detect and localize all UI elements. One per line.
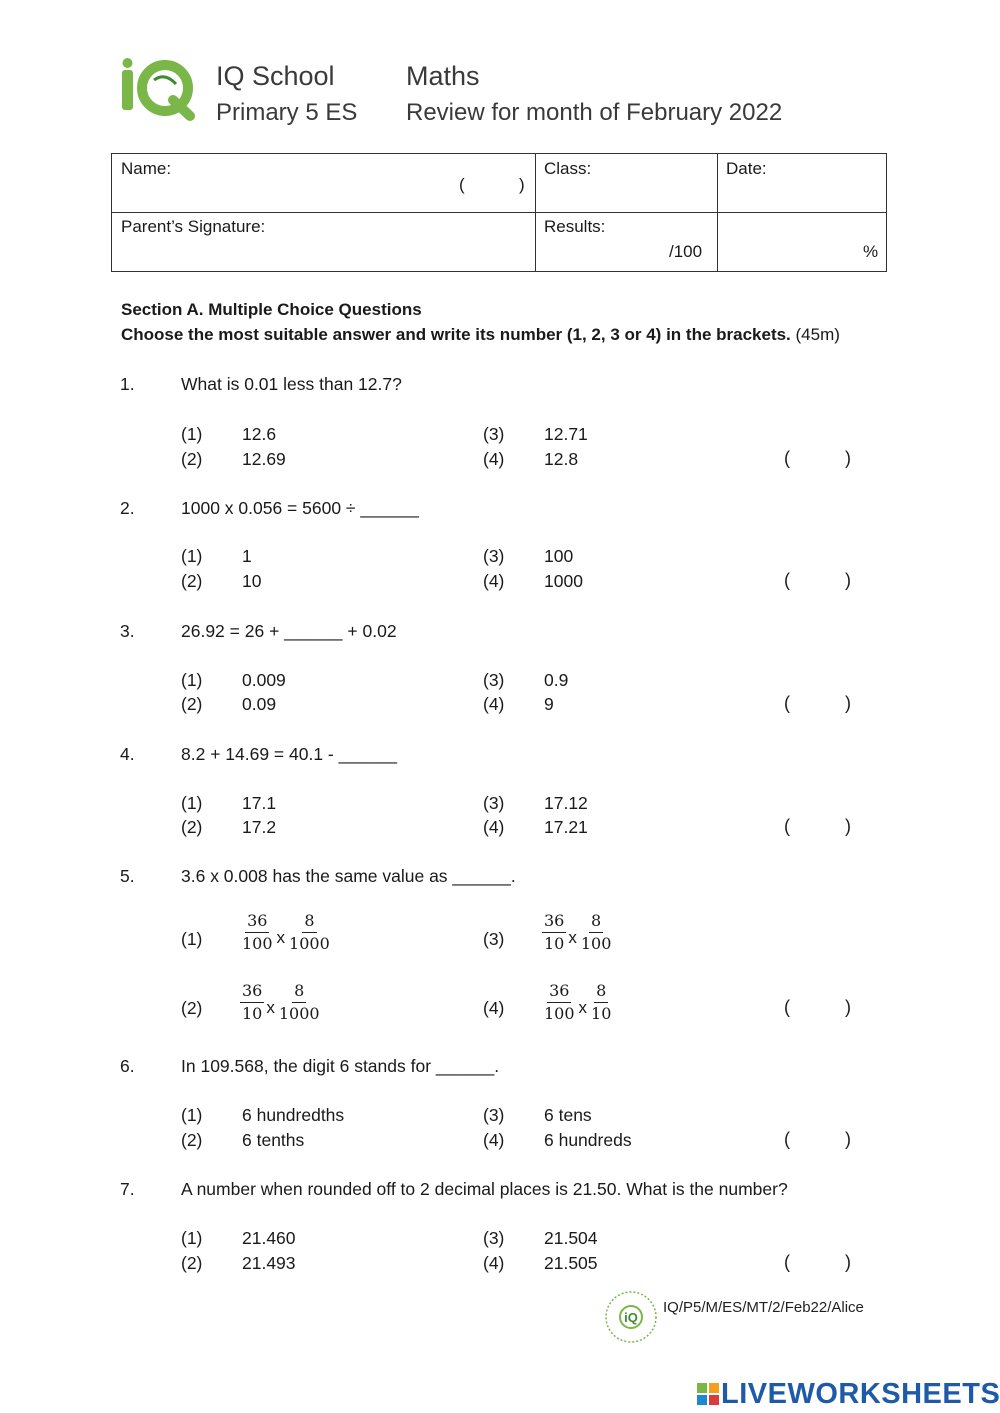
option-label-1: (1)	[181, 424, 203, 444]
option-4: 1000	[544, 571, 583, 591]
numerator: 36	[240, 983, 264, 1003]
question-number: 6.	[120, 1056, 135, 1076]
student-info-table	[111, 153, 887, 272]
numerator: 36	[547, 983, 571, 1003]
answer-bracket-close: )	[845, 570, 851, 590]
option-label-3: (3)	[483, 424, 505, 444]
question-text: In 109.568, the digit 6 stands for ______.	[181, 1056, 500, 1076]
numerator: 36	[542, 913, 566, 933]
option-label-2: (2)	[181, 449, 203, 469]
subject-title: Maths	[406, 61, 480, 91]
option-4-fraction	[542, 983, 613, 1022]
liveworksheets-logo-icon	[697, 1383, 719, 1405]
numerator: 36	[245, 913, 269, 933]
option-label-4: (4)	[483, 1253, 505, 1273]
denominator: 100	[544, 1004, 575, 1023]
denominator: 10	[242, 1004, 263, 1023]
section-title: Section A. Multiple Choice Questions	[121, 300, 422, 319]
question-number: 1.	[120, 374, 135, 394]
option-3: 21.504	[544, 1228, 598, 1248]
option-label-3: (3)	[483, 1228, 505, 1248]
option-label-1: (1)	[181, 929, 203, 949]
option-label-2: (2)	[181, 1253, 203, 1273]
option-2: 17.2	[242, 817, 277, 837]
option-3: 12.71	[544, 424, 588, 444]
question-text: 1000 x 0.056 = 5600 ÷ ______	[181, 498, 419, 518]
answer-bracket-open: (	[784, 448, 790, 468]
iq-logo-icon	[118, 56, 198, 122]
answer-bracket-close: )	[845, 816, 851, 836]
denominator: 10	[544, 934, 565, 953]
results-label: Results:	[544, 217, 606, 236]
question-text: A number when rounded off to 2 decimal places is 21.50. What is the number?	[181, 1179, 788, 1199]
class-label: Class:	[544, 159, 592, 178]
question-text: What is 0.01 less than 12.7?	[181, 374, 402, 394]
answer-bracket-close: )	[845, 997, 851, 1017]
register-number-close: )	[519, 175, 525, 194]
option-3-fraction	[542, 913, 613, 952]
answer-bracket-open: (	[784, 997, 790, 1017]
results-total: /100	[669, 242, 703, 261]
option-label-3: (3)	[483, 546, 505, 566]
option-label-2: (2)	[181, 998, 203, 1018]
option-label-4: (4)	[483, 1130, 505, 1150]
question-text: 8.2 + 14.69 = 40.1 - ______	[181, 744, 398, 764]
question-number: 3.	[120, 621, 135, 641]
question-number: 4.	[120, 744, 135, 764]
times-sign: x	[578, 997, 588, 1017]
date-label: Date:	[726, 159, 767, 178]
option-1: 12.6	[242, 424, 277, 444]
instruction-text: Choose the most suitable answer and write its number (1, 2, 3 or 4) in the brackets.	[121, 325, 791, 344]
numerator: 8	[302, 913, 316, 933]
liveworksheets-wordmark: LIVEWORKSHEETS	[721, 1377, 1000, 1410]
times-sign: x	[276, 927, 286, 947]
register-number-open: (	[459, 175, 465, 194]
denominator: 100	[580, 934, 612, 953]
option-2-fraction	[240, 983, 322, 1022]
review-title: Review for month of February 2022	[406, 99, 783, 126]
option-4: 21.505	[544, 1253, 598, 1273]
liveworksheets-brand	[697, 1377, 1000, 1410]
option-label-4: (4)	[483, 449, 505, 469]
question-text: 26.92 = 26 + ______ + 0.02	[181, 621, 397, 641]
denominator: 100	[242, 934, 273, 953]
school-name: IQ School	[216, 61, 335, 91]
section-time: (45m)	[790, 325, 840, 344]
answer-bracket-open: (	[784, 1129, 790, 1149]
answer-bracket-close: )	[845, 1129, 851, 1149]
answer-bracket-close: )	[845, 693, 851, 713]
option-label-2: (2)	[181, 571, 203, 591]
approval-stamp	[604, 1290, 658, 1344]
class-level: Primary 5 ES	[216, 99, 358, 126]
numerator: 8	[594, 983, 608, 1003]
option-label-1: (1)	[181, 1228, 203, 1248]
option-2: 21.493	[242, 1253, 296, 1273]
school-logo	[118, 56, 198, 122]
approval-stamp-icon	[604, 1290, 658, 1344]
denominator: 1000	[289, 934, 330, 953]
question-text: 3.6 x 0.008 has the same value as ______.	[181, 866, 516, 886]
option-label-1: (1)	[181, 546, 203, 566]
answer-bracket-close: )	[845, 448, 851, 468]
option-label-1: (1)	[181, 670, 203, 690]
option-4: 9	[544, 694, 554, 714]
option-1: 6 hundredths	[242, 1105, 345, 1125]
answer-bracket-close: )	[845, 1252, 851, 1272]
section-instruction	[121, 325, 840, 345]
option-label-4: (4)	[483, 571, 505, 591]
option-1: 1	[242, 546, 252, 566]
option-1: 0.009	[242, 670, 286, 690]
answer-bracket-open: (	[784, 816, 790, 836]
option-label-3: (3)	[483, 670, 505, 690]
option-1-fraction	[240, 913, 332, 952]
svg-text:iQ: iQ	[624, 1310, 638, 1325]
percent-sign: %	[863, 242, 879, 261]
option-label-3: (3)	[483, 793, 505, 813]
option-3: 0.9	[544, 670, 569, 690]
question-number: 5.	[120, 866, 135, 886]
option-4: 12.8	[544, 449, 579, 469]
option-3: 17.12	[544, 793, 588, 813]
document-code: IQ/P5/M/ES/MT/2/Feb22/Alice	[663, 1299, 864, 1316]
option-label-1: (1)	[181, 1105, 203, 1125]
option-3: 100	[544, 546, 574, 566]
answer-bracket-open: (	[784, 1252, 790, 1272]
option-label-4: (4)	[483, 694, 505, 714]
option-label-4: (4)	[483, 998, 505, 1018]
option-2: 6 tenths	[242, 1130, 305, 1150]
question-number: 2.	[120, 498, 135, 518]
option-4: 6 hundreds	[544, 1130, 632, 1150]
option-label-2: (2)	[181, 1130, 203, 1150]
denominator: 10	[591, 1004, 612, 1023]
option-3: 6 tens	[544, 1105, 592, 1125]
numerator: 8	[292, 983, 306, 1003]
option-4: 17.21	[544, 817, 588, 837]
option-label-2: (2)	[181, 694, 203, 714]
numerator: 8	[589, 913, 603, 933]
option-label-3: (3)	[483, 1105, 505, 1125]
option-label-3: (3)	[483, 929, 505, 949]
option-label-2: (2)	[181, 817, 203, 837]
option-2: 0.09	[242, 694, 277, 714]
answer-bracket-open: (	[784, 693, 790, 713]
option-label-4: (4)	[483, 817, 505, 837]
option-1: 21.460	[242, 1228, 296, 1248]
answer-bracket-open: (	[784, 570, 790, 590]
option-2: 12.69	[242, 449, 286, 469]
times-sign: x	[568, 927, 577, 947]
question-number: 7.	[120, 1179, 135, 1199]
option-1: 17.1	[242, 793, 277, 813]
option-2: 10	[242, 571, 262, 591]
times-sign: x	[266, 997, 275, 1017]
denominator: 1000	[278, 1004, 320, 1023]
parent-signature-label: Parent’s Signature:	[121, 217, 266, 236]
name-label: Name:	[121, 159, 172, 178]
option-label-1: (1)	[181, 793, 203, 813]
